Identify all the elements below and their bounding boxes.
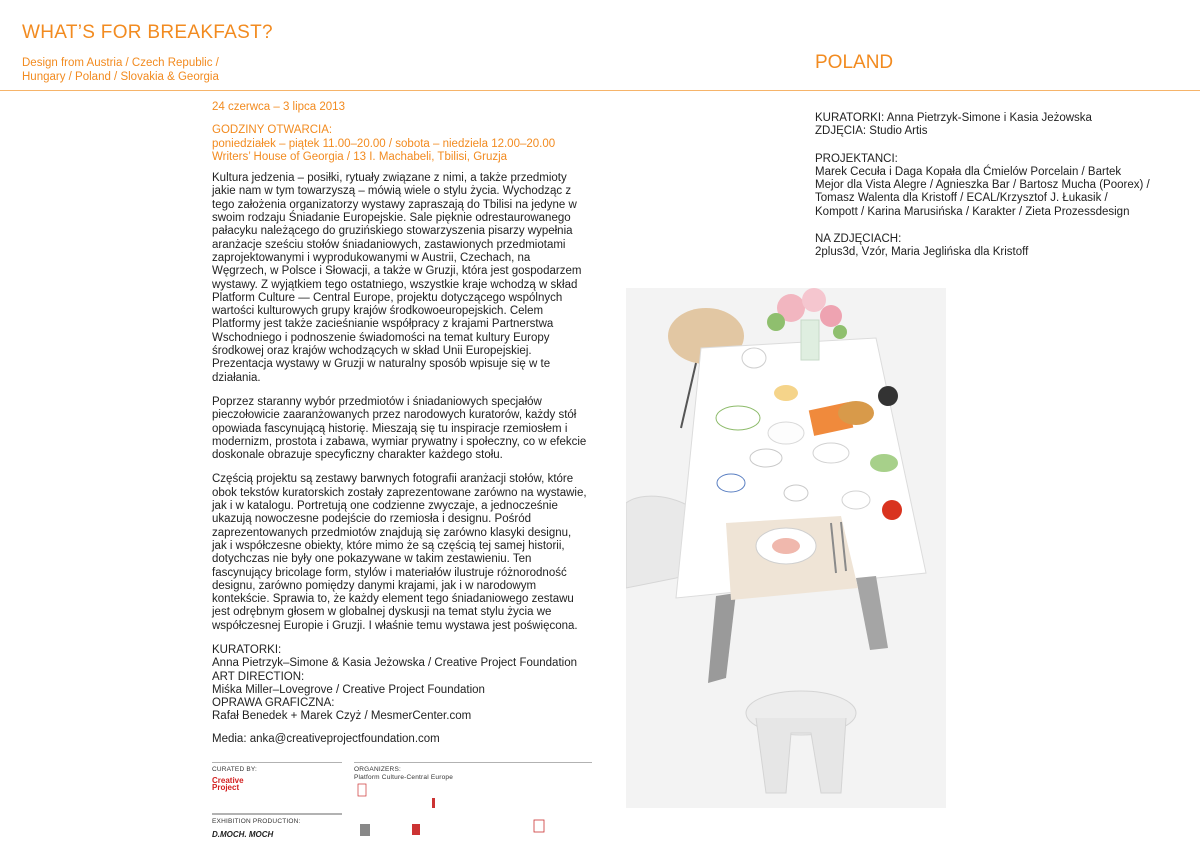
subtitle-line: Design from Austria / Czech Republic / bbox=[22, 57, 219, 69]
creative-project-logo bbox=[212, 777, 244, 791]
dmoch-logo: D.MOCH. MOCH bbox=[212, 830, 274, 839]
paragraph: Poprzez staranny wybór przedmiotów i śniadaniowych specjałów pieczołowicie zaaranżowanych przez narodowych kuratorów, każdy stół opowiada fascynującą historię. Mieszają się tu inspiracje rzemiosłem i modernizm, prostota i zabawa, wymiar prywatny i społeczny, co w efekcie doskonale obrazuje specyficzny charakter każdego stołu. bbox=[212, 395, 587, 462]
organizers-label: ORGANIZERS: bbox=[354, 766, 401, 773]
credit-line: ART DIRECTION: bbox=[212, 670, 305, 683]
opening-hours bbox=[212, 124, 587, 164]
paragraph: Częścią projektu są zestawy barwnych fotografii aranżacji stołów, które obok tekstów kuratorskich zostały zaprezentowane zarówno na wystawie, jak i w katalogu. Portretują one codzienne zwyczaje, a jednocześnie ukazują nowoczesne podejście do rzemiosła i designu. Pośród zaprezentowanych przedmiotów znajdują się zarówno klasyki designu, jak i współczesne obiekty, które mimo że są częścią tej samej historii, dotychczas nie były one pokazywane w takim zestawieniu. Ten fascynujący bricolage form, stylów i materiałów ilustruje różnorodność designu, zarówno pomiędzy danymi krajami, jak i w narodowym kontekście. Sprawia to, że każdy element tego śniadaniowego zestawu jest odrębnym głosem w globalnej dyskusji na temat stylu życia we współczesnej Europie i Gruzji. I właśnie temu wystawa jest poświęcona. bbox=[212, 473, 587, 632]
hours-label: GODZINY OTWARCIA: bbox=[212, 124, 333, 137]
logo-text: Project bbox=[212, 783, 240, 792]
credit-line: KURATORKI: bbox=[212, 643, 282, 656]
designers-text: Marek Cecuła i Daga Kopała dla Ćmielów Porcelain / Bartek Mejor dla Vista Alegre / Agnieszka Bar / Bartosz Mucha (Poorex) / Tomasz Walenta dla Kristoff / ECAL/Krzysztof J. Łukasik / Kompott / Karina Marusińska / Karakter / Zieta Prozessdesign bbox=[815, 165, 1150, 218]
credit-line: Miśka Miller–Lovegrove / Creative Project Foundation bbox=[212, 683, 485, 696]
curators-block bbox=[815, 112, 1150, 139]
footer-logos bbox=[212, 762, 592, 852]
hours-line: poniedziałek – piątek 11.00–20.00 / sobota – niedziela 12.00–20.00 bbox=[212, 137, 556, 150]
logo-text: Creative bbox=[212, 776, 244, 785]
breakfast-table-photo bbox=[626, 288, 946, 808]
in-photos-text: 2plus3d, Vzór, Maria Jeglińska dla Kristoff bbox=[815, 246, 1029, 259]
venue: Writers’ House of Georgia / 13 I. Machabeli, Tbilisi, Gruzja bbox=[212, 150, 508, 163]
subtitle bbox=[22, 56, 282, 84]
poland-info-column bbox=[815, 112, 1150, 274]
curators-line: KURATORKI: Anna Pietrzyk-Simone i Kasia Jeżowska bbox=[815, 112, 1092, 124]
in-photos-label: NA ZDJĘCIACH: bbox=[815, 233, 902, 246]
country-heading: POLAND bbox=[815, 52, 894, 73]
credit-line: Rafał Benedek + Marek Czyż / MesmerCenter.com bbox=[212, 710, 472, 723]
production-label: EXHIBITION PRODUCTION: bbox=[212, 818, 301, 825]
credits bbox=[212, 644, 587, 724]
credit-line: OPRAWA GRAFICZNA: bbox=[212, 697, 335, 710]
breakfast-table-illustration bbox=[626, 288, 946, 808]
credit-line: Anna Pietrzyk–Simone & Kasia Jeżowska / Creative Project Foundation bbox=[212, 657, 577, 670]
curated-by-label: CURATED BY: bbox=[212, 766, 258, 773]
main-text-column bbox=[212, 101, 587, 746]
paragraph: Kultura jedzenia – posiłki, rytuały związane z nimi, a także przedmioty jakie nam w tym towarzyszą – mówią wiele o stylu życia. Wychodząc z tego założenia organizatorzy wystawy zapraszają do Tbilisi na jedyne w swoim rodzaju Śniadanie Europejskie. Sale pięknie odrestaurowanego pałacyku należącego do gruzińskiego stowarzyszenia pisarzy wypełnia aranżacje sześciu stołów śniadaniowych, zastawionych przedmiotami zaprojektowanymi i wyprodukowanymi w Austrii, Czechach, na Węgrzech, w Polsce i Słowacji, a także w Gruzji, która jest gospodarzem wystawy. Z wyjątkiem tego ostatniego, wszystkie kraje wchodzą w skład Platform Culture — Central Europe, projektu dotyczącego wspólnych wartości kulturowych grupy krajów środkowoeuropejskich. Celem Platformy jest także zacieśnianie współpracy z krajami Partnerstwa Wschodniego i podnoszenie świadomości na temat kultury Europy środkowej oraz krajów wchodzących w skład Unii Europejskiej. Prezentacja wystawy w Gruzji w naturalny sposób wpisuje się w te działania. bbox=[212, 172, 582, 384]
media-contact[interactable]: Media: anka@creativeprojectfoundation.com bbox=[212, 732, 440, 745]
in-photos-block bbox=[815, 233, 1150, 260]
designers-label: PROJEKTANCI: bbox=[815, 152, 898, 165]
header-divider bbox=[0, 90, 1200, 91]
photos-line: ZDJĘCIA: Studio Artis bbox=[815, 125, 928, 138]
page-title: WHAT’S FOR BREAKFAST? bbox=[22, 22, 273, 43]
designers-block bbox=[815, 153, 1150, 219]
platform-label: Platform Culture-Central Europe bbox=[354, 774, 454, 781]
exhibition-date: 24 czerwca – 3 lipca 2013 bbox=[212, 101, 345, 113]
subtitle-line: Hungary / Poland / Slovakia & Georgia bbox=[22, 71, 219, 83]
